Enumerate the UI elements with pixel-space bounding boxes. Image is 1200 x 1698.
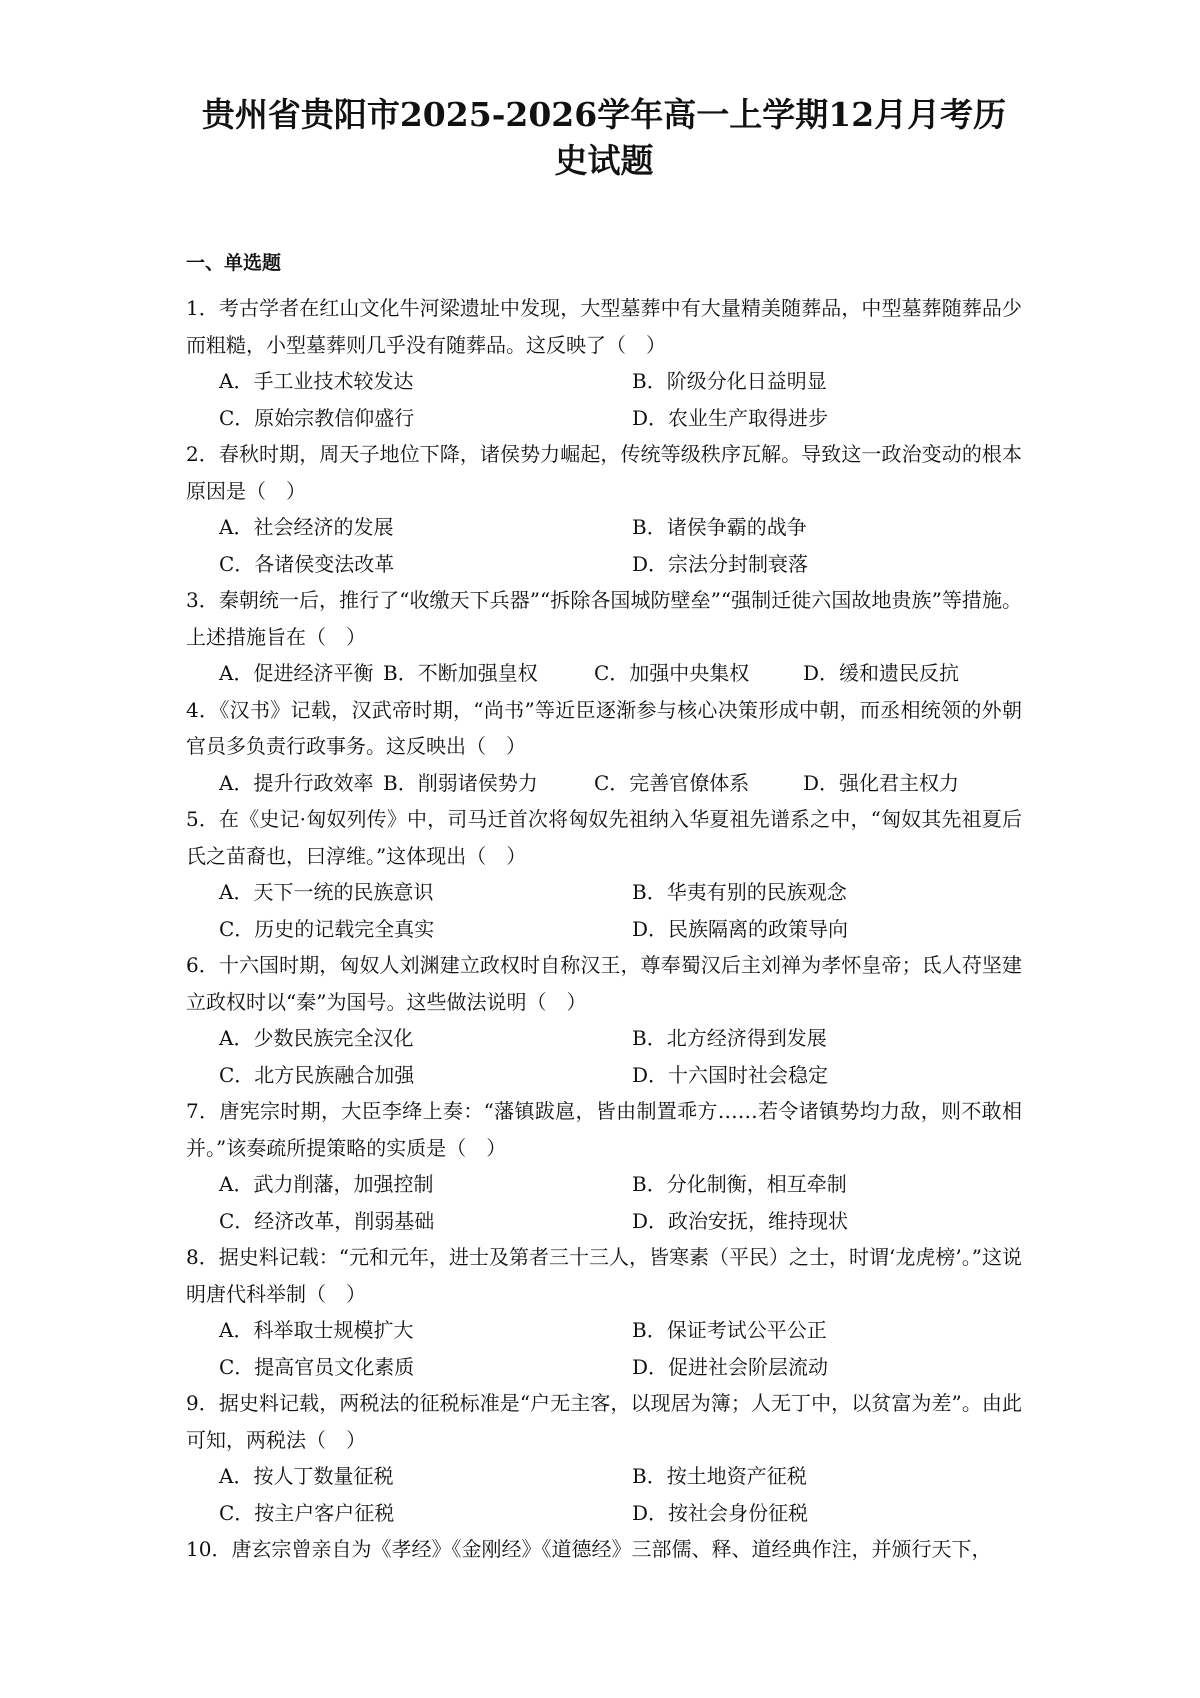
option-d: D．政治安抚，维持现状 bbox=[632, 1208, 849, 1233]
option-c: C．各诸侯变法改革 bbox=[219, 551, 395, 576]
question-stem: 9．据史料记载，两税法的征税标准是“户无主客，以现居为簿；人无丁中，以贫富为差”。由此可知，两税法（ ） bbox=[186, 1391, 1022, 1452]
option-c: C．经济改革，削弱基础 bbox=[219, 1208, 435, 1233]
option-a: A．天下一统的民族意识 bbox=[219, 880, 434, 904]
answer-options bbox=[186, 509, 1022, 582]
question-1 bbox=[186, 290, 1022, 436]
option-b: B．阶级分化日益明显 bbox=[632, 369, 827, 393]
option-a: A．科举取士规模扩大 bbox=[219, 1318, 414, 1342]
question-7 bbox=[186, 1093, 1022, 1239]
option-d: D．促进社会阶层流动 bbox=[632, 1354, 829, 1379]
option-b: B．北方经济得到发展 bbox=[632, 1026, 827, 1050]
option-a: A．手工业技术较发达 bbox=[219, 369, 414, 393]
question-9 bbox=[186, 1385, 1022, 1531]
question-10 bbox=[186, 1531, 1022, 1568]
option-b: B．削弱诸侯势力 bbox=[383, 770, 538, 795]
question-6 bbox=[186, 947, 1022, 1093]
option-b: B．华夷有别的民族观念 bbox=[632, 880, 847, 904]
question-stem: 4．《汉书》记载，汉武帝时期，“尚书”等近臣逐渐参与核心决策形成中朝，而丞相统领的外朝官员多负责行政事务。这反映出（ ） bbox=[186, 697, 1022, 758]
option-c: C．按主户客户征税 bbox=[219, 1500, 395, 1525]
option-c: C．提高官员文化素质 bbox=[219, 1354, 415, 1379]
option-a: A．促进经济平衡 bbox=[219, 661, 374, 685]
answer-options bbox=[186, 1166, 1022, 1239]
option-b: B．按土地资产征税 bbox=[632, 1464, 807, 1488]
option-d: D．宗法分封制衰落 bbox=[632, 551, 809, 576]
option-b: B．保证考试公平公正 bbox=[632, 1318, 827, 1342]
option-c: C．北方民族融合加强 bbox=[219, 1062, 415, 1087]
question-stem: 7．唐宪宗时期，大臣李绛上奏：“藩镇跋扈，皆由制置乖方……若令诸镇势均力敌，则不敢相并。”该奏疏所提策略的实质是（ ） bbox=[186, 1099, 1022, 1160]
answer-options bbox=[186, 1020, 1022, 1093]
option-b: B．不断加强皇权 bbox=[383, 661, 538, 685]
option-d: D．强化君主权力 bbox=[803, 770, 960, 795]
question-5 bbox=[186, 801, 1022, 947]
answer-options bbox=[186, 1458, 1022, 1531]
answer-options bbox=[186, 874, 1022, 947]
question-3 bbox=[186, 582, 1022, 692]
option-d: D．十六国时社会稳定 bbox=[632, 1062, 829, 1087]
section-heading: 一、单选题 bbox=[186, 252, 282, 274]
page-title: 贵州省贵阳市2025-2026学年高一上学期12月月考历史试题 bbox=[201, 95, 1007, 180]
question-stem: 2．春秋时期，周天子地位下降，诸侯势力崛起，传统等级秩序瓦解。导致这一政治变动的根本原因是（ ） bbox=[186, 442, 1022, 503]
option-a: A．社会经济的发展 bbox=[219, 515, 394, 539]
option-d: D．缓和遗民反抗 bbox=[803, 661, 960, 685]
question-stem: 1．考古学者在红山文化牛河梁遗址中发现，大型墓葬中有大量精美随葬品，中型墓葬随葬品少而粗糙，小型墓葬则几乎没有随葬品。这反映了（ ） bbox=[186, 296, 1022, 357]
question-8 bbox=[186, 1239, 1022, 1385]
question-stem: 5．在《史记·匈奴列传》中，司马迁首次将匈奴先祖纳入华夏祖先谱系之中，“匈奴其先祖夏后氏之苗裔也，曰淳维。”这体现出（ ） bbox=[186, 807, 1022, 868]
option-b: B．分化制衡，相互牵制 bbox=[632, 1172, 847, 1196]
answer-options bbox=[186, 655, 1022, 692]
question-stem: 8．据史料记载：“元和元年，进士及第者三十三人，皆寒素（平民）之士，时谓‘龙虎榜’。”这说明唐代科举制（ ） bbox=[186, 1245, 1022, 1306]
option-d: D．民族隔离的政策导向 bbox=[632, 916, 849, 941]
question-4 bbox=[186, 692, 1022, 802]
question-stem: 3．秦朝统一后，推行了“收缴天下兵器”“拆除各国城防壁垒”“强制迁徙六国故地贵族”等措施。上述措施旨在（ ） bbox=[186, 588, 1022, 649]
option-c: C．原始宗教信仰盛行 bbox=[219, 405, 415, 430]
option-c: C．加强中央集权 bbox=[594, 661, 750, 685]
answer-options bbox=[186, 765, 1022, 802]
option-a: A．提升行政效率 bbox=[219, 770, 374, 795]
option-a: A．少数民族完全汉化 bbox=[219, 1026, 414, 1050]
question-list bbox=[186, 290, 1022, 1568]
answer-options bbox=[186, 1312, 1022, 1385]
option-d: D．农业生产取得进步 bbox=[632, 405, 829, 430]
answer-options bbox=[186, 363, 1022, 436]
option-a: A．武力削藩，加强控制 bbox=[219, 1172, 434, 1196]
option-c: C．历史的记载完全真实 bbox=[219, 916, 435, 941]
option-d: D．按社会身份征税 bbox=[632, 1500, 809, 1525]
question-stem: 10．唐玄宗曾亲自为《孝经》《金刚经》《道德经》三部儒、释、道经典作注，并颁行天下， bbox=[186, 1537, 992, 1561]
option-a: A．按人丁数量征税 bbox=[219, 1464, 394, 1488]
option-c: C．完善官僚体系 bbox=[594, 770, 750, 795]
question-2 bbox=[186, 436, 1022, 582]
option-b: B．诸侯争霸的战争 bbox=[632, 515, 807, 539]
question-stem: 6．十六国时期，匈奴人刘渊建立政权时自称汉王，尊奉蜀汉后主刘禅为孝怀皇帝；氐人苻坚建立政权时以“秦”为国号。这些做法说明（ ） bbox=[186, 953, 1022, 1014]
